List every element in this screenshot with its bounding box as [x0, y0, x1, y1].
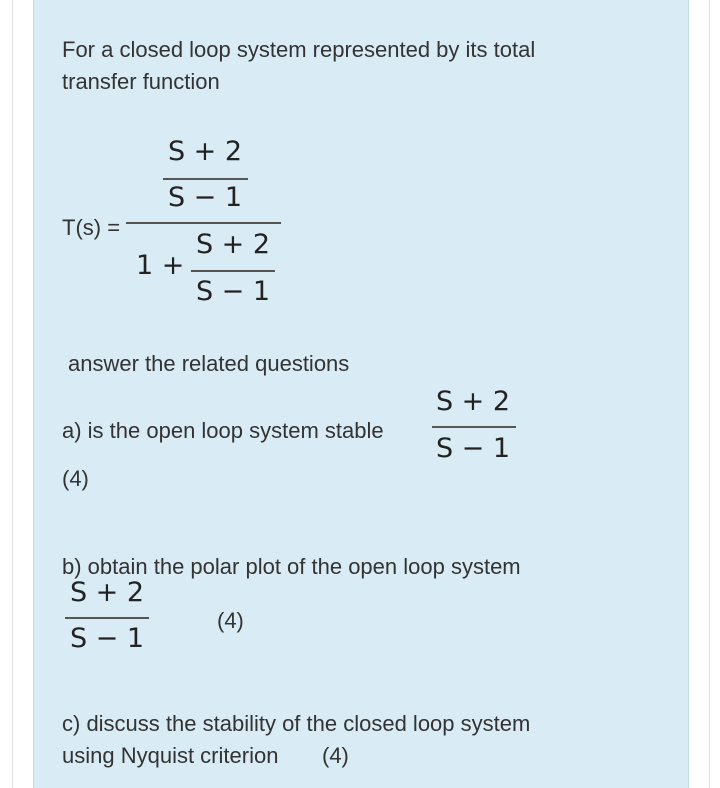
- tf-main-bar: [126, 222, 281, 224]
- question-b-marks: (4): [217, 608, 244, 633]
- tf-denominator-bar: [191, 270, 275, 272]
- question-a-text: a) is the open loop system stable: [62, 418, 384, 443]
- question-a-frac-top: S + 2: [435, 386, 511, 417]
- tf-numerator-bar: [163, 178, 248, 180]
- question-a-frac-bottom: S − 1: [435, 433, 511, 464]
- question-a-marks: (4): [62, 466, 89, 491]
- question-b-frac-top: S + 2: [69, 577, 145, 608]
- tf-numerator-top: S + 2: [167, 136, 243, 167]
- question-c-line-2: using Nyquist criterion: [62, 743, 279, 768]
- tf-denominator-one: 1 +: [136, 250, 185, 281]
- intro-line-1: For a closed loop system represented by its total: [62, 37, 536, 62]
- tf-denominator-bottom: S − 1: [195, 276, 271, 307]
- question-b-text: b) obtain the polar plot of the open loop system: [62, 554, 521, 579]
- intro-line-2: transfer function: [62, 69, 220, 94]
- question-card: [33, 0, 689, 788]
- question-a-frac-bar: [432, 426, 516, 428]
- question-b-frac-bottom: S − 1: [69, 623, 145, 654]
- tf-denominator-top: S + 2: [195, 229, 271, 260]
- question-c-marks: (4): [322, 743, 349, 768]
- tf-lhs: T(s) =: [62, 215, 121, 240]
- tf-numerator-bottom: S − 1: [167, 182, 243, 213]
- question-b-frac-bar: [65, 617, 149, 619]
- answer-heading: answer the related questions: [68, 351, 350, 376]
- question-c-line-1: c) discuss the stability of the closed loop system: [62, 711, 531, 736]
